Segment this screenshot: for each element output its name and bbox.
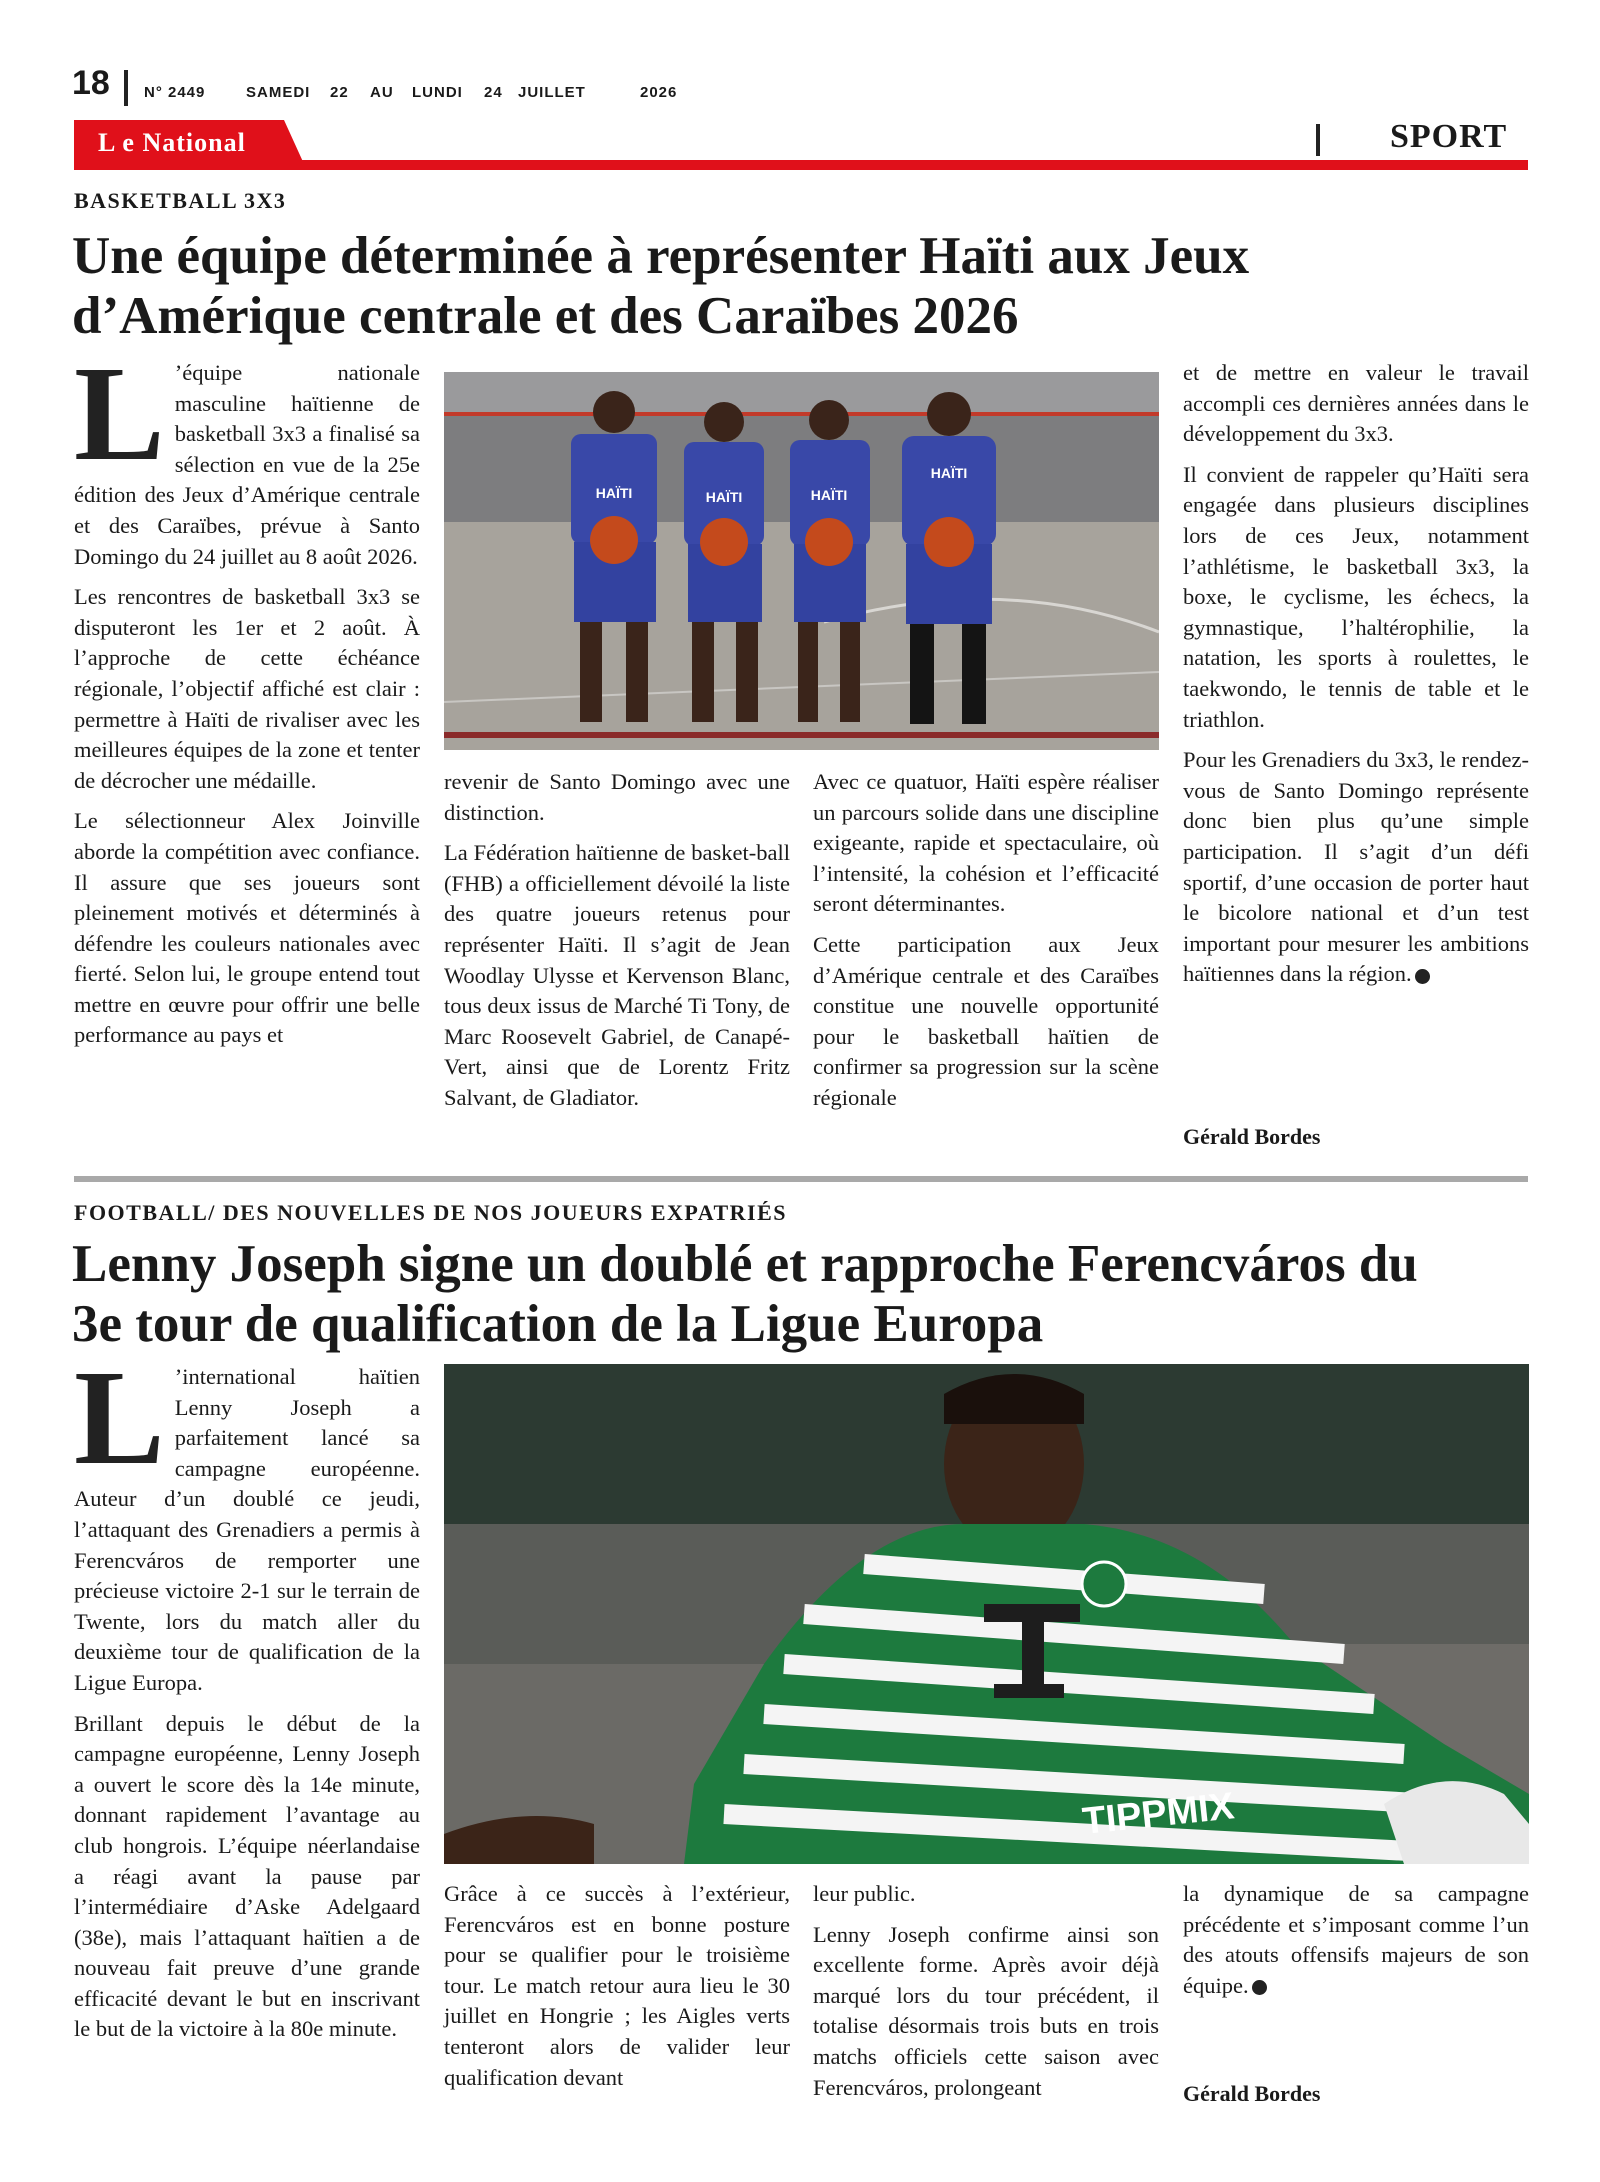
date-day: SAMEDI (246, 84, 311, 101)
article1-author: Gérald Bordes (1183, 1124, 1321, 1149)
article1-column4 (1183, 358, 1529, 1000)
article1-col1-p3: Le sélectionneur Alex Joinville aborde la compétition avec confiance. Il assure que ses joueurs sont pleinement motivés et déterminés à défendre les couleurs nationales avec fierté. Selon lui, le groupe entend tout mettre en œuvre pour offrir une belle performance au pays et (74, 808, 420, 1048)
article-divider (74, 1176, 1528, 1182)
page-number: 18 (72, 64, 110, 102)
article1-col4-p3: Pour les Grenadiers du 3x3, le rendez-vous de Santo Domingo représente donc bien plus qu’une simple participation. Il s’agit d’un défi sportif, d’une occasion de porter haut le bicolore national et d’un test important pour mesurer les ambitions haïtiennes dans la région. (1183, 747, 1529, 987)
article2-col3-p2: Lenny Joseph confirme ainsi son excellente forme. Après avoir déjà marqué lors du tour précédent, il totalise désormais trois buts en trois matchs officiels cette saison avec Ferencváros, prolongeant (813, 1921, 1159, 2100)
issue-number: N° 2449 (144, 84, 206, 101)
article1-dropcap: L (74, 339, 165, 489)
article2-author: Gérald Bordes (1183, 2081, 1321, 2106)
article2-headline-line1: Lenny Joseph signe un doublé et rapproche Ferencváros du (72, 1235, 1418, 1293)
article1-col1-p2: Les rencontres de basketball 3x3 se disputeront les 1er et 2 août. À l’approche de cette échéance régionale, l’objectif affiché est clair : permettre à Haïti de rivaliser avec les meilleures équipes de la zone et tenter de décrocher une médaille. (74, 584, 420, 793)
article2-col1-p1: ’international haïtien Lenny Joseph a parfaitement lancé sa campagne européenne. Auteur d’un doublé ce jeudi, l’attaquant des Grenadiers a permis à Ferencváros de remporter une précieuse victoire 2-1 sur le terrain de Twente, lors du match aller du deuxième tour de qualification de la Ligue Europa. (74, 1364, 420, 1695)
basketball-team-photo (444, 372, 1159, 750)
article2-column2 (444, 1879, 790, 2103)
article2-kicker: FOOTBALL/ DES NOUVELLES DE NOS JOUEURS EXPATRIÉS (74, 1200, 787, 1225)
article1-headline-line1: Une équipe déterminée à représenter Haïti aux Jeux (72, 227, 1250, 285)
article2-dropcap: L (74, 1343, 165, 1493)
article2-col4-p1: la dynamique de sa campagne précédente et s’imposant comme l’un des atouts offensifs majeurs de son équipe. (1183, 1881, 1529, 1998)
section-separator (1316, 124, 1320, 156)
end-of-article-mark (1415, 969, 1430, 984)
date-end: 24 (484, 84, 503, 101)
article1-col4-p2: Il convient de rappeler qu’Haïti sera engagée dans plusieurs disciplines lors de ces Jeux, notamment l’athlétisme, le basketball 3x3, la boxe, le cyclisme, les échecs, la gymnastique, l’haltérophilie, la natation, les sports à roulettes, le taekwondo, le tennis de table et le triathlon. (1183, 461, 1529, 732)
article2-column4 (1183, 1879, 1529, 2011)
jersey-text-2: HAÏTI (705, 489, 743, 505)
brand-logo-text: L e National (98, 128, 246, 157)
article1-headline (72, 226, 1532, 346)
article1-col3-p2: Cette participation aux Jeux d’Amérique centrale et des Caraïbes constitue une nouvelle opportunité pour le basketball haïtien de confirmer sa progression sur la scène régionale (813, 931, 1159, 1110)
article2-headline (72, 1234, 1542, 1354)
article1-column1 (74, 339, 420, 1061)
date-month: JUILLET (518, 84, 586, 101)
article1-column2 (444, 767, 790, 1124)
article1-col3-p1: Avec ce quatuor, Haïti espère réaliser un parcours solide dans une discipline exigeante, rapide et spectaculaire, où l’intensité, la cohésion et l’efficacité seront déterminantes. (813, 769, 1159, 917)
article2-column1 (74, 1343, 420, 2055)
date-day2: LUNDI (412, 84, 463, 101)
article1-col4-p1: et de mettre en valeur le travail accompli ces dernières années dans le développement du 3x3. (1183, 360, 1529, 447)
article1-column3 (813, 767, 1159, 1124)
article2-col2-p1: Grâce à ce succès à l’extérieur, Ferencváros est en bonne posture pour se qualifier pour le troisième tour. Le match retour aura lieu le 30 juillet en Hongrie ; les Aigles verts tenteront alors de valider leur qualification devant (444, 1881, 790, 2090)
article2-col1-p2: Brillant depuis le début de la campagne européenne, Lenny Joseph a ouvert le score dès la 14e minute, donnant rapidement l’avantage au club hongrois. L’équipe néerlandaise a réagi avant la pause par l’intermédiaire d’Aske Adelgaard (38e), mais l’attaquant haïtien a de nouveau fait preuve d’une grande efficacité devant le but en inscrivant le but de la victoire à la 80e minute. (74, 1710, 420, 2042)
article1-kicker: BASKETBALL 3X3 (74, 188, 287, 213)
date-year: 2026 (640, 84, 678, 101)
date-au: AU (370, 84, 394, 101)
article2-headline-line2: 3e tour de qualification de la Ligue Europa (72, 1295, 1044, 1353)
jersey-text-4: HAÏTI (930, 465, 968, 481)
section-title: SPORT (1390, 118, 1508, 155)
header-rule (74, 160, 1528, 170)
article1-col1-p1: ’équipe nationale masculine haïtienne de basketball 3x3 a finalisé sa sélection en vue de la 25e édition des Jeux d’Amérique centrale et des Caraïbes, prévue à Santo Domingo du 24 juillet au 8 août 2026. (74, 360, 420, 569)
article2-col3-p1: leur public. (813, 1881, 916, 1906)
article1-headline-line2: d’Amérique centrale et des Caraïbes 2026 (72, 287, 1019, 345)
article1-col2-p1: revenir de Santo Domingo avec une distinction. (444, 769, 790, 825)
date-start: 22 (330, 84, 349, 101)
article1-col2-p2: La Fédération haïtienne de basket-ball (FHB) a officiellement dévoilé la liste des quatre joueurs retenus pour représenter Haïti. Il s’agit de Jean Woodlay Ulysse et Kervenson Blanc, tous deux issus de Marché Ti Tony, de Marc Roosevelt Gabriel, de Canapé-Vert, ainsi que de Lorentz Fritz Salvant, de Gladiator. (444, 840, 790, 1110)
end-of-article-mark (1252, 1980, 1267, 1995)
header-separator (124, 70, 128, 106)
shirt-sponsor-text: TIPPMIX (1080, 1785, 1237, 1843)
jersey-text-1: HAÏTI (595, 485, 633, 501)
football-player-photo (444, 1364, 1529, 1864)
jersey-text-3: HAÏTI (810, 487, 848, 503)
article2-column3 (813, 1879, 1159, 2113)
